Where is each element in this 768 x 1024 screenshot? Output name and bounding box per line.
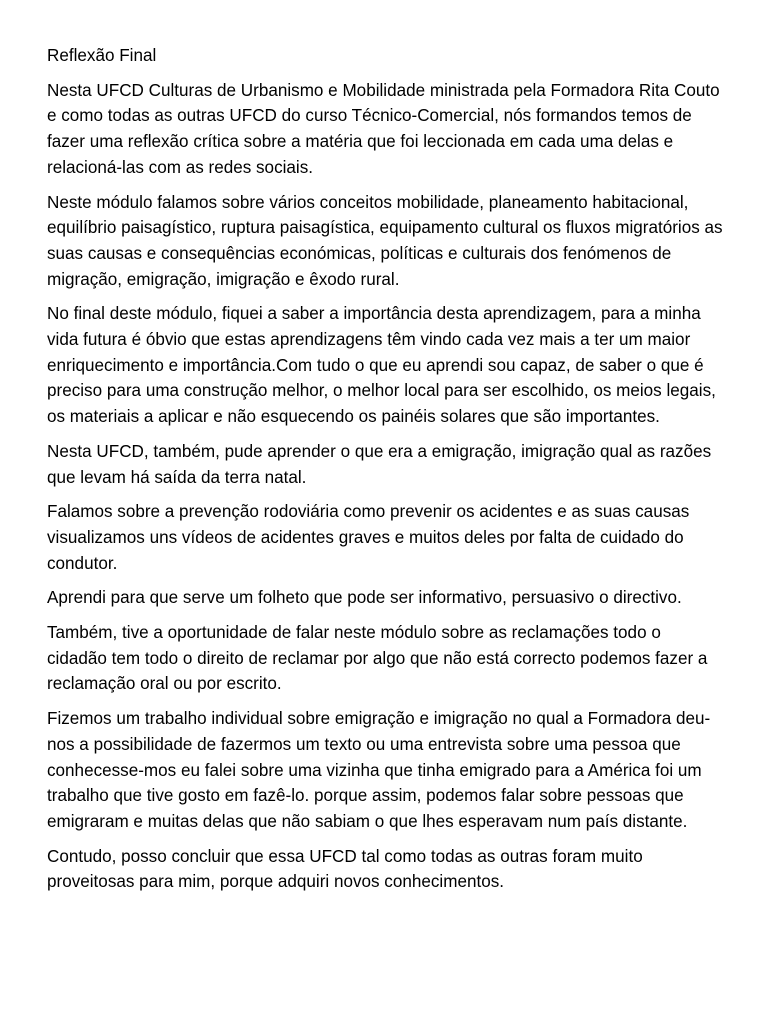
paragraph-individual-work: Fizemos um trabalho individual sobre emigração e imigração no qual a Formadora deu-nos a possibilidade de fazermos um texto ou uma entrevista sobre uma pessoa que conhecesse-mos eu falei sobre uma vizinha que tinha emigrado para a América foi um trabalho que tive gosto em fazê-lo. porque assim, podemos falar sobre pessoas que emigraram e muitas delas que não sabiam o que lhes esperavam num país distante.: [47, 709, 711, 831]
paragraph-road-safety: Falamos sobre a prevenção rodoviária como prevenir os acidentes e as suas causas visualizamos uns vídeos de acidentes graves e muitos deles por falta de cuidado do condutor.: [47, 502, 690, 573]
paragraph-introduction: Nesta UFCD Culturas de Urbanismo e Mobilidade ministrada pela Formadora Rita Couto e como todas as outras UFCD do curso Técnico-Comercial, nós formandos temos de fazer uma reflexão crítica sobre a matéria que foi leccionada em cada uma delas e relacioná-las com as redes sociais.: [47, 80, 720, 177]
paragraph-complaints: Também, tive a oportunidade de falar neste módulo sobre as reclamações todo o cidadão tem todo o direito de reclamar por algo que não está correcto podemos fazer a reclamação oral ou por escrito.: [47, 623, 708, 694]
paragraph-emigration: Nesta UFCD, também, pude aprender o que era a emigração, imigração qual as razões que levam há saída da terra natal.: [47, 441, 712, 487]
paragraph-conclusion: Contudo, posso concluir que essa UFCD tal como todas as outras foram muito proveitosas para mim, porque adquiri novos conhecimentos.: [47, 846, 643, 892]
paragraph-leaflet: Aprendi para que serve um folheto que pode ser informativo, persuasivo o directivo.: [47, 588, 682, 608]
paragraph-concepts: Neste módulo falamos sobre vários conceitos mobilidade, planeamento habitacional, equilíbrio paisagístico, ruptura paisagística, equipamento cultural os fluxos migratórios as suas causas e consequências económicas, políticas e culturais dos fenómenos de migração, emigração, imigração e êxodo rural.: [47, 192, 723, 289]
paragraph-learning-importance: No final deste módulo, fiquei a saber a importância desta aprendizagem, para a minha vida futura é óbvio que estas aprendizagens têm vindo cada vez mais a ter um maior enriquecimento e importância.Com tudo o que eu aprendi sou capaz, de saber o que é preciso para uma construção melhor, o melhor local para ser escolhido, os meios legais, os materiais a aplicar e não esquecendo os painéis solares que são importantes.: [47, 304, 716, 427]
document-title: Reflexão Final: [47, 46, 157, 65]
document-page: [47, 43, 723, 904]
